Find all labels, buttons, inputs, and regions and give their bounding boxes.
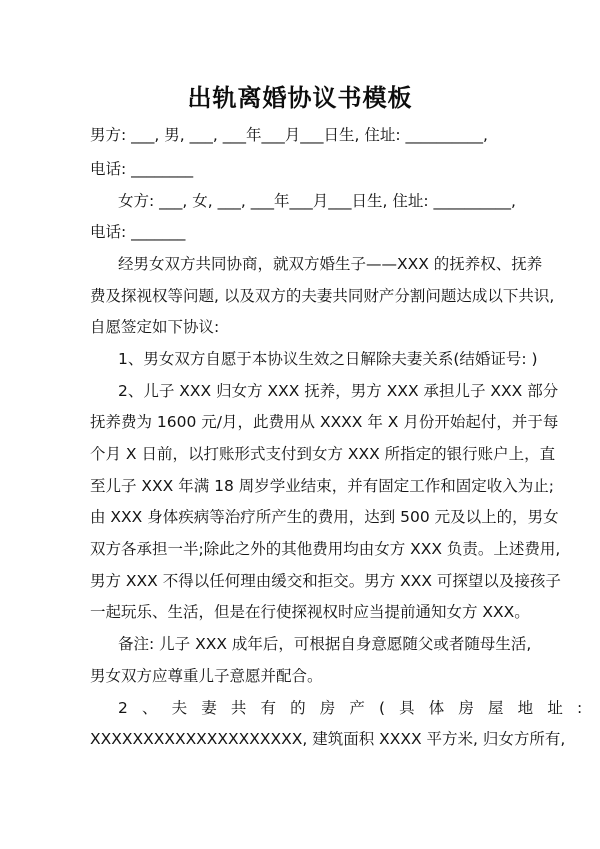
husband-phone-line: 电话: ________ xyxy=(90,160,194,178)
husband-info-line: 男方: ___, 男, ___, ___年___月___日生, 住址: __________, xyxy=(90,126,488,144)
document-title: 出轨离婚协议书模板 xyxy=(187,84,413,112)
intro-paragraph-line: 经男女双方共同协商，就双方婚生子——XXX 的抚养权、抚养 xyxy=(118,255,543,273)
clause-2-line: 个月 X 日前，以打账形式支付到女方 XXX 所指定的银行账户上，直 xyxy=(90,445,556,463)
note-line: 备注: 儿子 XXX 成年后，可根据自身意愿随父或者随母生活, xyxy=(118,635,532,653)
intro-paragraph-line: 自愿签定如下协议: xyxy=(90,318,220,336)
clause-2-line: 男方 XXX 不得以任何理由缓交和拒交。男方 XXX 可探望以及接孩子 xyxy=(90,572,561,590)
clause-1-line: 1、男女双方自愿于本协议生效之日解除夫妻关系(结婚证号: ) xyxy=(118,350,538,368)
note-line: 男女双方应尊重儿子意愿并配合。 xyxy=(90,667,323,685)
clause-2-line: 由 XXX 身体疾病等治疗所产生的费用，达到 500 元及以上的，男女 xyxy=(90,508,559,526)
property-clause-line: XXXXXXXXXXXXXXXXXXXX, 建筑面积 XXXX 平方米, 归女方所有, xyxy=(90,730,566,748)
wife-info-line: 女方: ___, 女, ___, ___年___月___日生, 住址: __________, xyxy=(118,192,516,210)
wife-phone-line: 电话: _______ xyxy=(90,223,186,241)
clause-2-line: 双方各承担一半;除此之外的其他费用均由女方 XXX 负责。上述费用, xyxy=(90,540,561,558)
clause-2-line: 至儿子 XXX 年满 18 周岁学业结束，并有固定工作和固定收入为止; xyxy=(90,477,555,495)
clause-2-line: 2、儿子 XXX 归女方 XXX 抚养，男方 XXX 承担儿子 XXX 部分 xyxy=(118,382,559,400)
clause-2-line: 一起玩乐、生活，但是在行使探视权时应当提前通知女方 XXX。 xyxy=(90,603,530,621)
property-clause-line: 2 、 夫 妻 共 有 的 房 产 ( 具 体 房 屋 地 址 : xyxy=(118,699,587,717)
clause-2-line: 抚养费为 1600 元/月，此费用从 XXXX 年 X 月份开始起付，并于每 xyxy=(90,413,559,431)
intro-paragraph-line: 费及探视权等问题, 以及双方的夫妻共同财产分割问题达成以下共识, xyxy=(90,287,555,305)
